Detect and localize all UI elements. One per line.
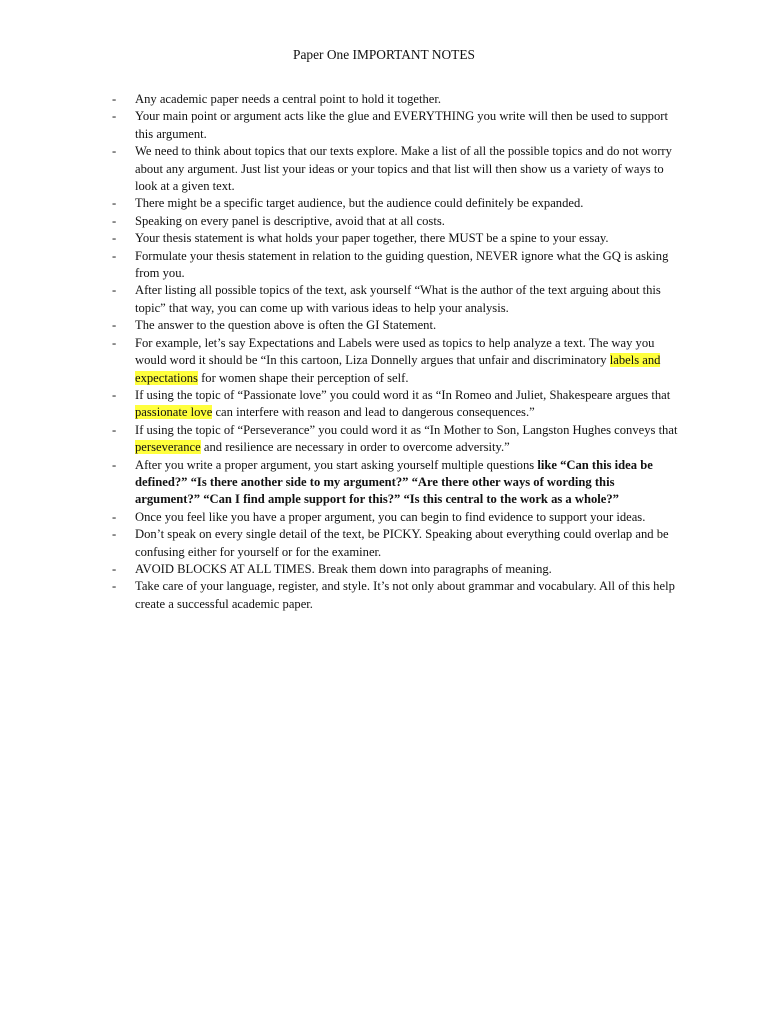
list-item [0,526,768,561]
list-item [0,561,768,578]
note-text: can interfere with reason and lead to dangerous consequences.” [212,405,535,420]
bullet-dash: - [112,509,117,524]
note-text: Any academic paper needs a central point to hold it together. [135,92,441,106]
bullet-dash: - [112,387,117,402]
list-item [0,108,768,143]
list-item [0,335,768,387]
note-text: After listing all possible topics of the text, ask yourself “What is the author of the text arguing about this topic” that way, you can come up with various ideas to help your analysis. [135,283,661,315]
list-item [0,143,768,195]
list-item [0,195,768,212]
note-text: For example, let’s say Expectations and Labels were used as topics to help analyze a text. The way you would word it should be “In this cartoon, Liza Donnelly argues that unfair and discriminatory [135,335,655,368]
bullet-dash: - [112,335,117,350]
page-title: Paper One IMPORTANT NOTES [293,47,475,62]
list-item [0,91,768,108]
bullet-dash: - [112,561,117,576]
bullet-dash: - [112,527,117,542]
bullet-dash: - [112,231,117,246]
bullet-dash: - [112,144,117,159]
list-item [0,230,768,247]
highlighted-text: passionate love [135,405,213,420]
bullet-dash: - [112,213,117,228]
note-text: We need to think about topics that our texts explore. Make a list of all the possible topics and do not worry about any argument. Just list your ideas or your topics and that list will then show us a variety of ways to look at a given text. [135,144,672,194]
note-text: There might be a specific target audience, but the audience could definitely be expanded. [135,196,584,211]
bullet-dash: - [112,248,117,263]
note-text: Don’t speak on every single detail of the text, be PICKY. Speaking about everything could overlap and be confusing either for yourself or for the examiner. [135,527,669,559]
note-text: and resilience are necessary in order to overcome adversity.” [200,440,510,455]
list-item [0,457,768,509]
note-text: Once you feel like you have a proper argument, you can begin to find evidence to support your ideas. [135,509,646,524]
list-item [0,248,768,283]
list-item [0,213,768,230]
bullet-dash: - [112,457,117,472]
bullet-dash: - [112,92,117,106]
bullet-dash: - [112,422,117,437]
bullet-dash: - [112,579,117,594]
note-text: AVOID BLOCKS AT ALL TIMES. Break them down into paragraphs of meaning. [135,561,552,576]
bullet-dash: - [112,283,117,298]
list-item [0,282,768,317]
bold-text: like “Can this idea be defined?” “Is there another side to my argument?” “Are there other ways of wording this argument?” “Can I find ample support for this?” “Is this central to the work as a whole?” [135,457,653,507]
note-text: If using the topic of “Passionate love” you could word it as “In Romeo and Juliet, Shakespeare argues that [135,387,671,402]
note-text: for women shape their perception of self. [197,370,409,385]
bullet-dash: - [112,318,117,333]
bullet-dash: - [112,109,117,124]
note-text: Formulate your thesis statement in relation to the guiding question, NEVER ignore what the GQ is asking from you. [135,248,669,281]
note-text: Your thesis statement is what holds your paper together, there MUST be a spine to your essay. [135,231,609,246]
note-text: Take care of your language, register, and style. It’s not only about grammar and vocabulary. All of this help create a successful academic paper. [135,579,675,611]
list-item [0,422,768,457]
note-text: Speaking on every panel is descriptive, avoid that at all costs. [135,213,445,228]
list-item [0,317,768,334]
note-text: The answer to the question above is often the GI Statement. [135,318,437,333]
list-item [0,578,768,613]
note-text: After you write a proper argument, you start asking yourself multiple questions [135,457,538,472]
notes-list [0,91,768,613]
bullet-dash: - [112,196,117,211]
note-text: Your main point or argument acts like the glue and EVERYTHING you write will then be used to support this argument. [135,109,668,141]
highlighted-text: labels and expectations [135,353,661,385]
list-item [0,387,768,422]
highlighted-text: perseverance [135,440,201,455]
note-text: If using the topic of “Perseverance” you could word it as “In Mother to Son, Langston Hughes conveys that [135,422,678,437]
list-item [0,509,768,526]
